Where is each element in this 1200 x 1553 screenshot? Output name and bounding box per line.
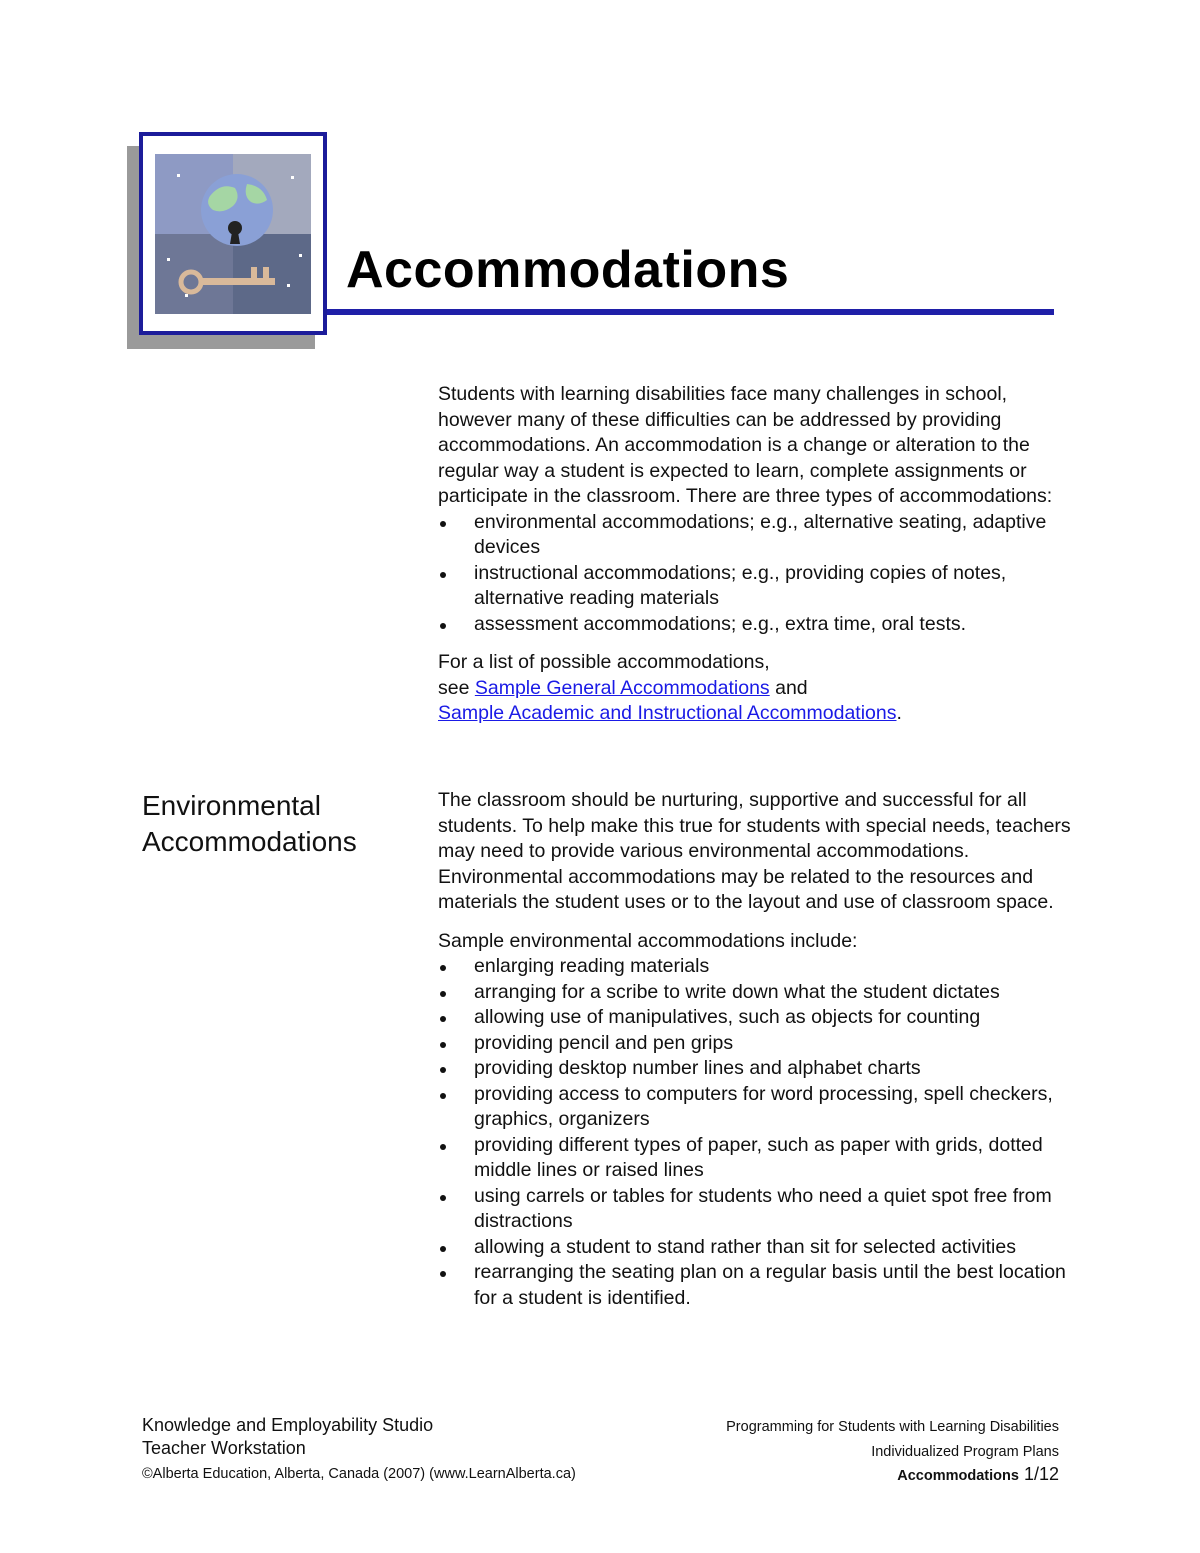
list-item: providing pencil and pen grips bbox=[438, 1031, 1078, 1057]
footer-program: Programming for Students with Learning Disabilities bbox=[726, 1419, 1059, 1435]
list-item: arranging for a scribe to write down what the student dictates bbox=[438, 980, 1078, 1006]
reference-see: see bbox=[438, 676, 475, 699]
intro-section bbox=[438, 382, 1078, 727]
globe-key-icon bbox=[155, 154, 311, 314]
footer-workstation: Teacher Workstation bbox=[142, 1438, 306, 1458]
globe-key-logo bbox=[127, 132, 327, 349]
environmental-accommodations-heading bbox=[142, 788, 357, 860]
list-item: allowing a student to stand rather than sit for selected activities bbox=[438, 1235, 1078, 1261]
list-item: providing access to computers for word processing, spell checkers, graphics, organizers bbox=[438, 1082, 1078, 1133]
list-item: allowing use of manipulatives, such as objects for counting bbox=[438, 1005, 1078, 1031]
footer-studio: Knowledge and Employability Studio bbox=[142, 1415, 434, 1435]
environmental-section bbox=[438, 788, 1078, 1311]
list-item: instructional accommodations; e.g., providing copies of notes, alternative reading materials bbox=[438, 561, 1078, 612]
accommodation-types-list bbox=[438, 510, 1078, 638]
footer-section: Accommodations bbox=[897, 1468, 1019, 1484]
sample-general-accommodations-link[interactable]: Sample General Accommodations bbox=[474, 676, 770, 699]
environmental-samples-list bbox=[438, 954, 1078, 1311]
footer-ipp: Individualized Program Plans bbox=[871, 1444, 1059, 1460]
environmental-paragraph: The classroom should be nurturing, supportive and successful for all students. To help make this true for students with special needs, teachers may need to provide various environmental accommodations. Environmental accommodations may be related to the resources and materials the student uses or to the layout and use of classroom space. bbox=[438, 789, 1071, 913]
footer-copyright: ©Alberta Education, Alberta, Canada (2007) (www.LearnAlberta.ca) bbox=[142, 1466, 576, 1482]
list-item: providing desktop number lines and alphabet charts bbox=[438, 1056, 1078, 1082]
footer-page-indicator bbox=[726, 1463, 1059, 1488]
heading-line: Environmental bbox=[142, 790, 321, 821]
heading-line: Accommodations bbox=[142, 826, 357, 857]
list-item: environmental accommodations; e.g., alternative seating, adaptive devices bbox=[438, 510, 1078, 561]
list-item: enlarging reading materials bbox=[438, 954, 1078, 980]
list-item: providing different types of paper, such as paper with grids, dotted middle lines or raised lines bbox=[438, 1133, 1078, 1184]
reference-text: For a list of possible accommodations, bbox=[438, 651, 770, 673]
list-item: using carrels or tables for students who need a quiet spot free from distractions bbox=[438, 1184, 1078, 1235]
list-item: assessment accommodations; e.g., extra time, oral tests. bbox=[438, 612, 1078, 638]
title-rule bbox=[327, 309, 1054, 315]
accommodations-reference bbox=[438, 650, 1078, 727]
samples-intro: Sample environmental accommodations include: bbox=[438, 929, 858, 952]
footer-right bbox=[726, 1416, 1059, 1488]
reference-period: . bbox=[896, 702, 902, 724]
list-item: rearranging the seating plan on a regular basis until the best location for a student is identified. bbox=[438, 1260, 1078, 1311]
sample-academic-instructional-accommodations-link[interactable]: Sample Academic and Instructional Accommodations bbox=[438, 702, 897, 724]
footer-page-number: 1/12 bbox=[1023, 1464, 1059, 1484]
reference-and: and bbox=[769, 676, 808, 699]
intro-paragraph: Students with learning disabilities face many challenges in school, however many of these difficulties can be addressed by providing accommodations. An accommodation is a change or alteration to the regular way a student is expected to learn, complete assignments or participate in the classroom. There are three types of accommodations: bbox=[438, 383, 1053, 507]
footer-left bbox=[142, 1414, 576, 1486]
page-title: Accommodations bbox=[346, 241, 790, 299]
logo-frame bbox=[139, 132, 327, 335]
